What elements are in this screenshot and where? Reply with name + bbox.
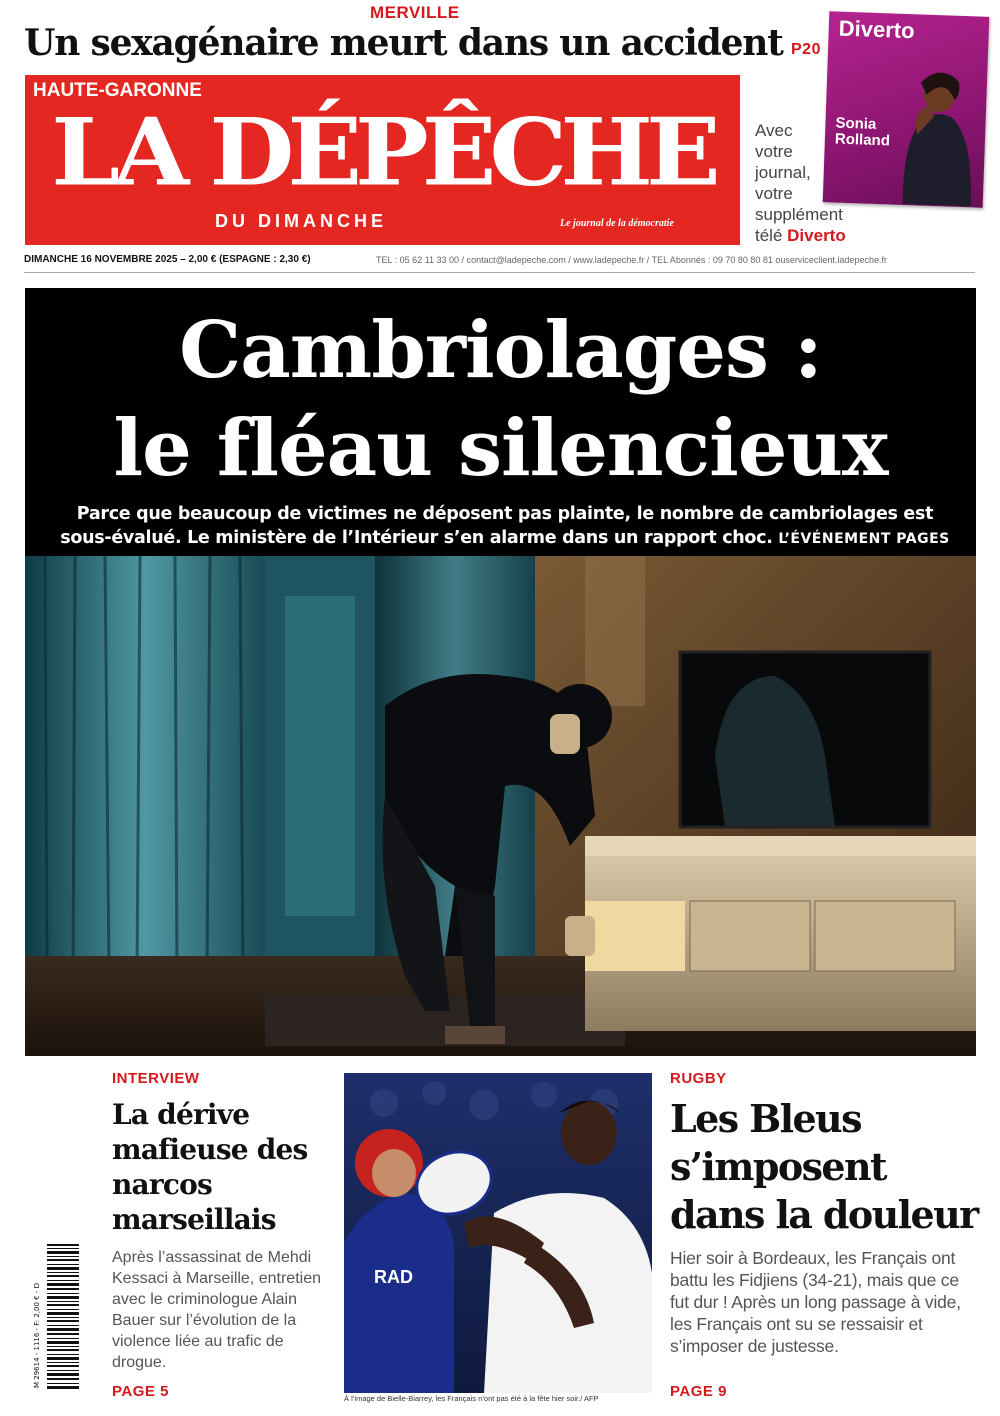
rugby-headline[interactable]: Les Bleus s’imposent dans la douleur	[670, 1096, 978, 1237]
main-headline-line2: le fléau silencieux	[113, 403, 888, 494]
teaser-headline[interactable]: Un sexagénaire meurt dans un accident	[24, 22, 783, 64]
magazine-cover[interactable]	[823, 11, 990, 207]
main-headline	[25, 302, 976, 498]
standfirst-text: Parce que beaucoup de victimes ne déposent pas plainte, le nombre de cambriolages est sous-évalué. Le ministère de l’Intérieur s’en alarme dans un rapport choc.	[60, 504, 934, 548]
rugby-page-ref[interactable]: PAGE 9	[670, 1383, 727, 1400]
supplement-line: votre	[755, 142, 793, 161]
masthead-subtitle: DU DIMANCHE	[215, 211, 387, 231]
supplement-line	[755, 225, 865, 246]
supplement-line: journal,	[755, 163, 811, 182]
interview-page-ref[interactable]: PAGE 5	[112, 1383, 169, 1400]
supplement-line: votre	[755, 184, 793, 203]
teaser-kicker: MERVILLE	[370, 3, 460, 22]
newspaper-logo: LA DÉPÊCHE	[51, 97, 714, 208]
magazine-title: Diverto	[838, 15, 915, 44]
main-page-ref[interactable]: L’ÉVÉNEMENT PAGES	[778, 531, 950, 547]
rugby-body: Hier soir à Bordeaux, les Français ont battu les Fidjiens (34-21), mais que ce fut dur ! Après un long passage à vide, les Français ont su se ressaisir et s’imposer de justesse.	[670, 1248, 961, 1356]
issue-date: DIMANCHE 16 NOVEMBRE 2025 – 2,00 € (ESPAGNE : 2,30 €)	[24, 254, 311, 265]
interview-headline[interactable]: La dérive mafieuse des narcos marseillais	[112, 1098, 308, 1236]
main-feature[interactable]	[25, 288, 976, 1056]
interview-body: Après l’assassinat de Mehdi Kessaci à Marseille, entretien avec le criminologue Alain Bauer sur l’évolution de la violence liée au trafic de drogue.	[112, 1249, 321, 1371]
supplement-word: télé	[755, 226, 783, 245]
supplement-name: Diverto	[787, 226, 846, 245]
masthead	[25, 75, 740, 245]
teaser-page-ref[interactable]: P20	[791, 41, 821, 58]
divider	[24, 272, 975, 273]
svg-text:RAD: RAD	[374, 1267, 413, 1287]
rugby-photo	[344, 1073, 652, 1393]
main-headline-line1: Cambriolages :	[179, 305, 822, 396]
burglar-photo	[25, 556, 976, 1056]
rugby-label: RUGBY	[670, 1070, 727, 1087]
supplement-line: supplément	[755, 205, 843, 224]
interview-label: INTERVIEW	[112, 1070, 200, 1087]
masthead-tagline: Le journal de la démocratie	[560, 218, 674, 229]
barcode-code: M 29614 - 1116 - F: 2,00 € - D	[33, 1283, 41, 1388]
contact-line: TEL : 05 62 11 33 00 / contact@ladepeche.com / www.ladepeche.fr / TEL Abonnés : 09 70 80 80 81 ouserviceclient.ladepeche.fr	[376, 255, 887, 265]
region-label: HAUTE-GARONNE	[33, 80, 202, 101]
photo-caption: À l’image de Bielle-Biarrey, les Français n’ont pas été à la fête hier soir./ AFP	[344, 1394, 599, 1403]
supplement-line: Avec	[755, 121, 793, 140]
barcode-icon	[25, 1238, 83, 1398]
magazine-cover-name: Sonia Rolland	[834, 114, 891, 150]
